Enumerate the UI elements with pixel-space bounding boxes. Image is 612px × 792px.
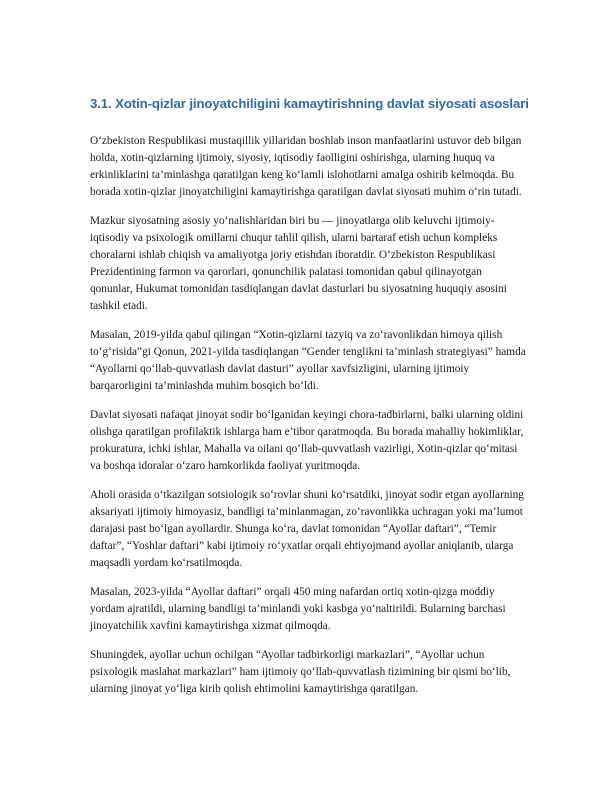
paragraph: Aholi orasida o‘tkazilgan sotsiologik so‘rovlar shuni ko‘rsatdiki, jinoyat sodir etgan ayollarning aksariyati ijtimoiy himoyasiz, bandligi ta’minlanmagan, zo‘ravonlikka uchragan yoki ma’lumot darajasi past bo‘lgan ayollardir. Shunga ko‘ra, davlat tomonidan “Ayollar daftari”, “Temir daftar”, “Yoshlar daftari” kabi ijtimoiy ro‘yxatlar orqali ehtiyojmand ayollar aniqlanib, ularga maqsadli yordam ko‘rsatilmoqda. (90, 489, 524, 569)
paragraph: Mazkur siyosatning asosiy yo‘nalishlaridan biri bu — jinoyatlarga olib keluvchi ijtimoiy-iqtisodiy va psixologik omillarni chuqur tahlil qilish, ularni bartaraf etish uchun kompleks choralarni ishlab chiqish va amaliyotga joriy etishdan iboratdir. O‘zbekiston Respublikasi Prezidentining farmon va qarorlari, qonunchilik palatasi tomonidan qabul qilinayotgan qonunlar, Hukumat tomonidan tasdiqlangan davlat dasturlari bu siyosatning huquqiy asosini tashkil etadi. (90, 215, 507, 312)
paragraph: Davlat siyosati nafaqat jinoyat sodir bo‘lganidan keyingi chora-tadbirlarni, balki ularning oldini olishga qaratilgan profilaktik ishlarga ham e’tibor qaratmoqda. Bu borada mahalliy hokimliklar, prokuratura, ichki ishlar, Mahalla va oilani qo‘llab-quvvatlash vazirligi, Xotin-qizlar qo‘mitasi va boshqa idoralar o‘zaro hamkorlikda faoliyat yuritmoqda. (90, 409, 524, 472)
body-text (90, 133, 526, 710)
paragraph: Masalan, 2023-yilda “Ayollar daftari” orqali 450 ming nafardan ortiq xotin-qizga moddiy yordam ajratildi, ularning bandligi ta’minlandi yoki kasbga yo‘naltirildi. Bularning barchasi jinoyatchilik xavfini kamaytirishga xizmat qilmoqda. (90, 586, 506, 632)
paragraph: O‘zbekiston Respublikasi mustaqillik yillaridan boshlab inson manfaatlarini ustuvor deb bilgan holda, xotin-qizlarning ijtimoiy, siyosiy, iqtisodiy faolligini oshirishga, ularning huquq va erkinliklarini ta’minlashga qaratilgan keng ko‘lamli islohotlarni amalga oshirib kelmoqda. Bu borada xotin-qizlar jinoyatchiligini kamaytirishga qaratilgan davlat siyosati muhim o‘rin tutadi. (90, 135, 522, 198)
section-heading: 3.1. Xotin-qizlar jinoyatchiligini kamaytirishning davlat siyosati asoslari (90, 96, 529, 111)
paragraph: Masalan, 2019-yilda qabul qilingan “Xotin-qizlarni tazyiq va zo‘ravonlikdan himoya qilish to‘g‘risida”gi Qonun, 2021-yilda tasdiqlangan “Gender tenglikni ta’minlash strategiyasi” hamda “Ayollarni qo‘llab-quvvatlash davlat dasturi” ayollar xavfsizligini, ularning ijtimoiy barqarorligini ta’minlashda muhim bosqich bo‘ldi. (90, 329, 526, 392)
paragraph: Shuningdek, ayollar uchun ochilgan “Ayollar tadbirkorligi markazlari”, “Ayollar uchun psixologik maslahat markazlari” ham ijtimoiy qo‘llab-quvvatlash tizimining bir qismi bo‘lib, ularning jinoyat yo‘liga kirib qolish ehtimolini kamaytirishga qaratilgan. (90, 649, 511, 695)
